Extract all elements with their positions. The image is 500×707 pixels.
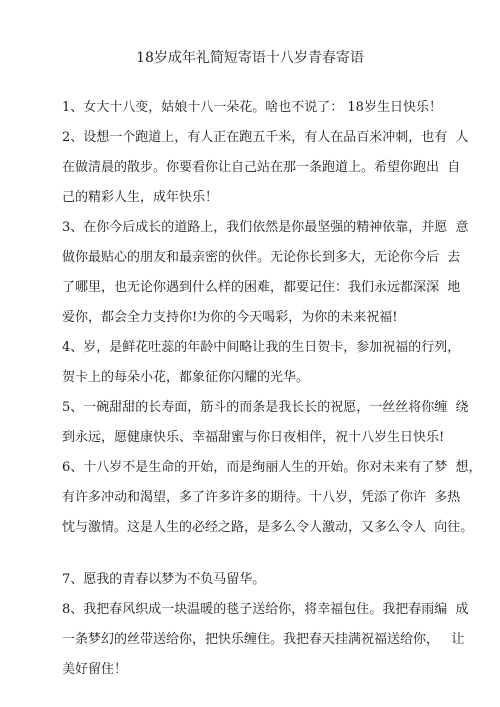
paragraph-line: 己的精彩人生，成年快乐！ (62, 190, 219, 205)
paragraph-line: 做你最贴心的朋友和最亲密的伙伴。无论你长到多大，无论你今后 去 (62, 250, 461, 265)
paragraph-line: 在做清晨的散步。你要看你让自己站在那一条跑道上。希望你跑出 自 (62, 160, 461, 175)
paragraph-line: 2、设想一个跑道上，有人正在跑五千米，有人在品百米冲刺，也有 人 (62, 130, 469, 145)
paragraph-line: 到永远，愿健康快乐、幸福甜蜜与你日夜相伴，祝十八岁生日快乐! (62, 430, 445, 445)
paragraph-line: 爱你，都会全力支持你!为你的今天喝彩，为你的未来祝福! (62, 310, 398, 325)
paragraph-line: 美好留住！ (62, 662, 128, 677)
paragraph-line: 有许多冲动和渴望，多了许多许多的期待。十八岁，凭添了你许 多热 (62, 490, 461, 505)
paragraph-line: 5、一碗甜甜的长寿面，筋斗的而条是我长长的祝愿，一丝丝将你缠 绕 (62, 400, 469, 415)
paragraph-line: 7、愿我的青春以梦为不负马留华。 (62, 572, 266, 587)
paragraph-line: 1、女大十八变，姑娘十八一朵花。啥也不说了： 18岁生日快乐！ (62, 100, 442, 115)
document-title: 18岁成年礼简短寄语十八岁青春寄语 (136, 50, 364, 66)
paragraph-line: 了哪里，也无论你遇到什么样的困难，都要记住：我们永远都深深 地 (62, 280, 461, 295)
paragraph-line: 8、我把春风织成一块温暖的毯子送给你，将幸福包住。我把春雨编 成 (62, 602, 469, 617)
paragraph-line: 一条梦幻的丝带送给你，把快乐缠住。我把春天挂满祝福送给你， 让 (62, 632, 465, 647)
paragraph-line: 贺卡上的每朵小花，都象征你闪耀的光华。 (62, 370, 310, 385)
paragraph-line: 3、在你今后成长的道路上，我们依然是你最坚强的精神依靠，并愿 意 (62, 220, 469, 235)
paragraph-line: 6、十八岁不是生命的开始，而是绚丽人生的开始。你对未来有了梦 想， (62, 460, 482, 475)
paragraph-line: 4、岁，是鲜花吐蕊的年龄中间略让我的生日贺卡，参加祝福的行列， (62, 340, 461, 355)
paragraph-line: 忱与激情。这是人生的必经之路，是多么令人激动，又多么令人 向往。 (62, 520, 474, 535)
